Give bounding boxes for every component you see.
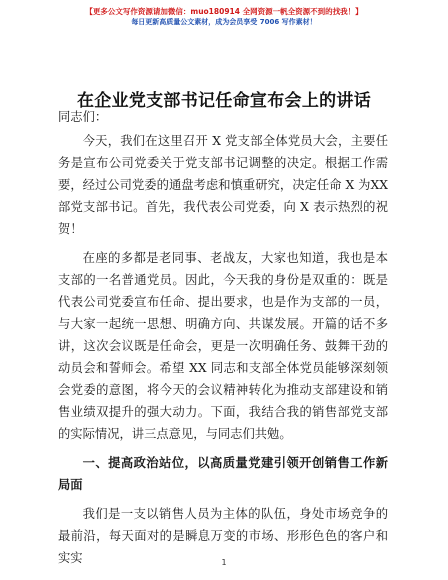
document-body [58,106,388,576]
body-paragraph-1: 今天，我们在这里召开 X 党支部全体党员大会，主要任务是宣布公司党委关于党支部书记调整的决定。根据工作需要，经过公司党委的通盘考虑和慎重研究，决定任命 X 为XX部党支部书记。首先，我代表公司党委，向 X 表示热烈的祝贺！ [58,134,388,236]
document-title: 在企业党支部书记任命宣布会上的讲话 [76,91,372,111]
promo-banner [0,6,448,28]
promo-banner-line-2: 每日更新高质量公文素材，成为会员享受 7006 写作素材！ [131,18,317,26]
section-heading-1: 一、提高政治站位，以高质量党建引领开创销售工作新局面 [58,455,388,492]
salutation: 同志们： [58,110,108,124]
page-number: 1 [221,558,227,567]
body-paragraph-2: 在座的多都是老同事、老战友，大家也知道，我也是本支部的一名普通党员。因此，今天我的身份是双重的：既是代表公司党委宣布任命、提出要求，也是作为支部的一员，与大家一起统一思想、明确方向、共谋发展。开篇的话不多讲，这次会议既是任命会，更是一次明确任务、鼓舞干劲的动员会和誓师会。希望 XX 同志和支部全体党员能够深刻领会党委的意图，将今天的会议精神转化为推动支部建设和销售业绩双提升的强大动力。下面，我结合我的销售部党支部的实际情况，讲三点意见，与同志们共勉。 [58,251,388,441]
body-paragraph-3: 我们是一支以销售人员为主体的队伍，身处市场竞争的最前沿，每天面对的是瞬息万变的市场、形形色色的客户和实实 [58,507,388,565]
promo-banner-line-1: 【更多公文写作资源请加微信：muo180914 全网资源一帆全资源不到的找我！】 [85,7,363,16]
